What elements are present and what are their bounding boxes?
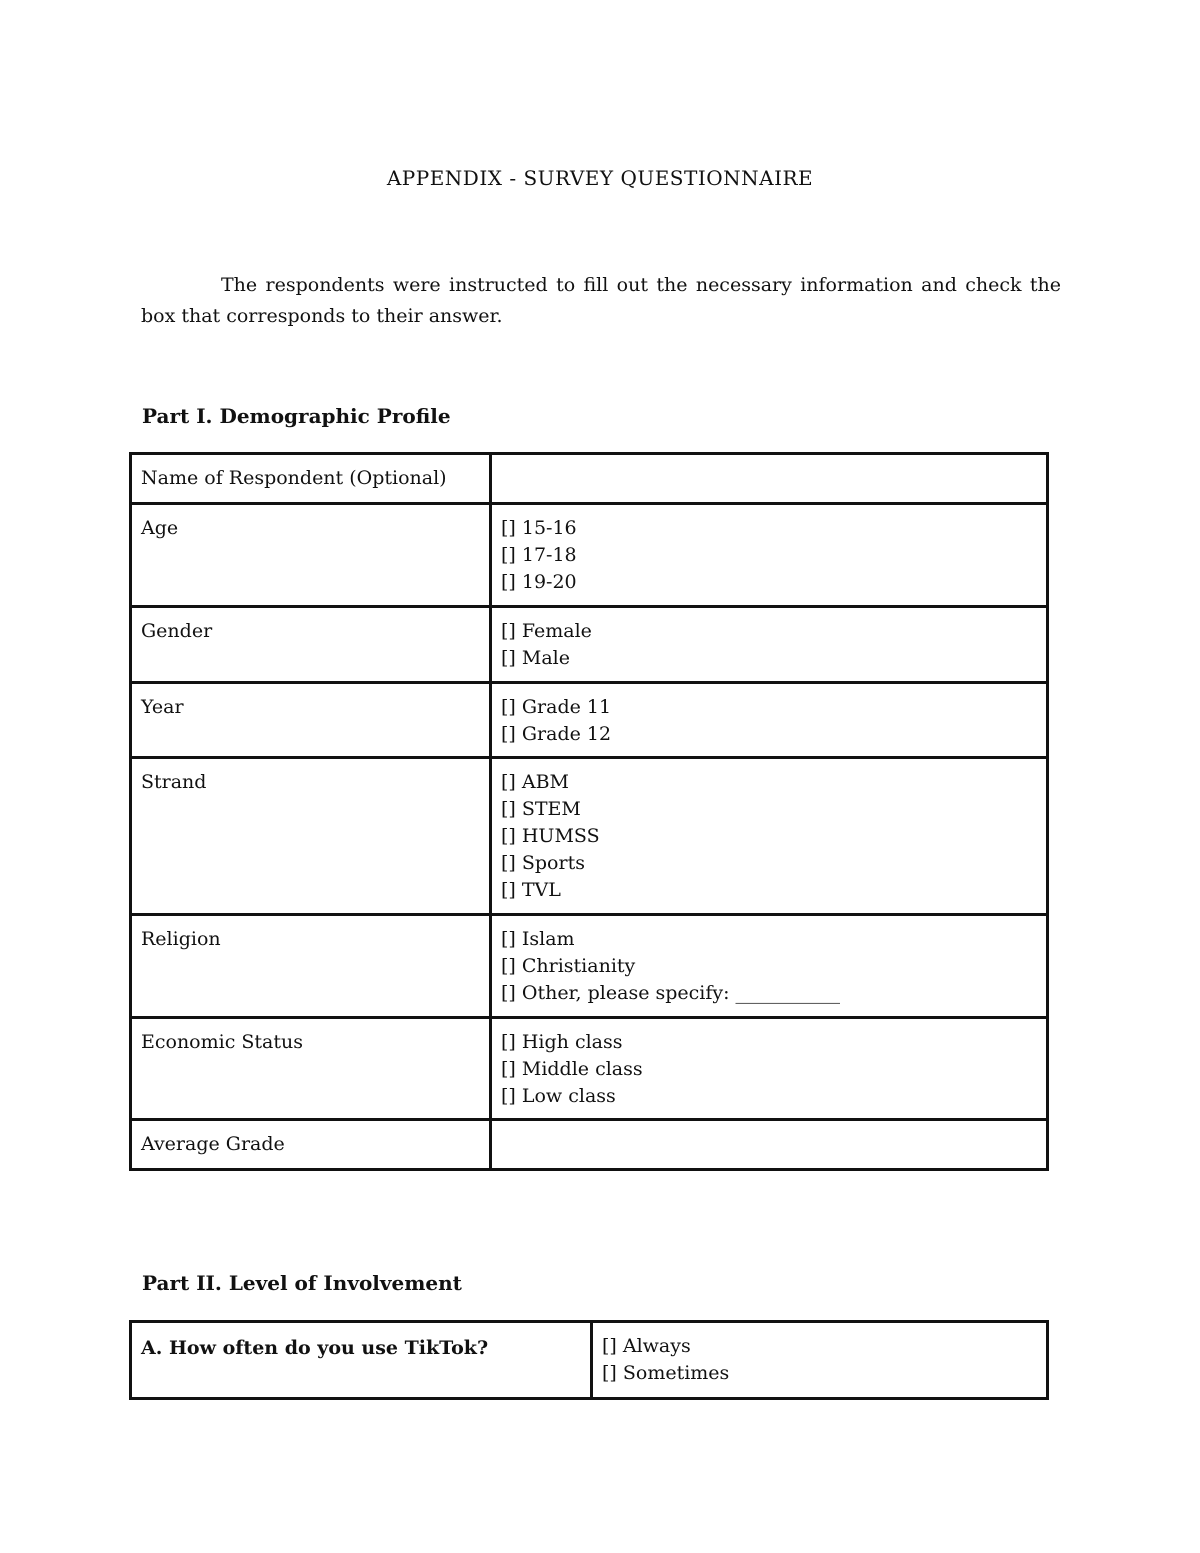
demographic-label-strand: Strand xyxy=(131,758,491,915)
demographic-row-average-grade xyxy=(131,1120,1048,1170)
demographic-rows xyxy=(131,454,1048,1170)
checkbox-option[interactable]: [] STEM xyxy=(501,798,581,820)
involvement-label-a-how-often-do-you-use-tiktok: A. How often do you use TikTok? xyxy=(131,1322,592,1399)
demographic-label-year: Year xyxy=(131,683,491,758)
checkbox-option[interactable]: [] Grade 11 xyxy=(501,696,612,718)
demographic-label-average-grade: Average Grade xyxy=(131,1120,491,1170)
demographic-answer-cell[interactable] xyxy=(491,1120,1048,1170)
checkbox-option[interactable]: [] Middle class xyxy=(501,1058,643,1080)
demographic-answer-cell xyxy=(491,915,1048,1018)
demographic-row-name-of-respondent-optional xyxy=(131,454,1048,504)
demographic-label-age: Age xyxy=(131,504,491,607)
demographic-answer-cell xyxy=(491,758,1048,915)
demographic-row-economic-status xyxy=(131,1018,1048,1120)
checkbox-option[interactable]: [] Always xyxy=(602,1335,691,1357)
demographic-label-economic-status: Economic Status xyxy=(131,1018,491,1120)
demographic-label-religion: Religion xyxy=(131,915,491,1018)
demographic-row-religion xyxy=(131,915,1048,1018)
checkbox-option[interactable]: [] ABM xyxy=(501,771,570,793)
checkbox-option[interactable]: [] Sometimes xyxy=(602,1362,730,1384)
checkbox-option[interactable]: [] HUMSS xyxy=(501,825,600,847)
demographic-profile-table xyxy=(129,452,1049,1171)
involvement-row-a-how-often-do-you-use-tiktok xyxy=(131,1322,1048,1399)
demographic-answer-cell[interactable] xyxy=(491,454,1048,504)
part2-heading: Part II. Level of Involvement xyxy=(142,1271,462,1295)
checkbox-option[interactable]: [] 19-20 xyxy=(501,571,577,593)
checkbox-option[interactable]: [] 17-18 xyxy=(501,544,577,566)
checkbox-option[interactable]: [] Sports xyxy=(501,852,585,874)
checkbox-option[interactable]: [] High class xyxy=(501,1031,623,1053)
checkbox-option[interactable]: [] Male xyxy=(501,647,570,669)
document-title: APPENDIX - SURVEY QUESTIONNAIRE xyxy=(386,166,814,190)
checkbox-option[interactable]: [] Other, please specify: ___________ xyxy=(501,982,841,1004)
part1-heading: Part I. Demographic Profile xyxy=(142,404,451,428)
demographic-answer-cell xyxy=(491,683,1048,758)
checkbox-option[interactable]: [] Christianity xyxy=(501,955,636,977)
involvement-answer-cell xyxy=(592,1322,1048,1399)
checkbox-option[interactable]: [] Grade 12 xyxy=(501,723,612,745)
involvement-rows xyxy=(131,1322,1048,1399)
intro-paragraph: The respondents were instructed to fill out the necessary information and check the box that corresponds to their answer. xyxy=(141,274,1061,327)
demographic-row-strand xyxy=(131,758,1048,915)
checkbox-option[interactable]: [] Islam xyxy=(501,928,575,950)
demographic-answer-cell xyxy=(491,607,1048,683)
checkbox-option[interactable]: [] TVL xyxy=(501,879,561,901)
demographic-answer-cell xyxy=(491,504,1048,607)
demographic-row-age xyxy=(131,504,1048,607)
demographic-row-gender xyxy=(131,607,1048,683)
checkbox-option[interactable]: [] 15-16 xyxy=(501,517,577,539)
demographic-row-year xyxy=(131,683,1048,758)
checkbox-option[interactable]: [] Low class xyxy=(501,1085,616,1107)
demographic-label-name-of-respondent-optional: Name of Respondent (Optional) xyxy=(131,454,491,504)
checkbox-option[interactable]: [] Female xyxy=(501,620,592,642)
involvement-table xyxy=(129,1320,1049,1400)
demographic-label-gender: Gender xyxy=(131,607,491,683)
demographic-answer-cell xyxy=(491,1018,1048,1120)
